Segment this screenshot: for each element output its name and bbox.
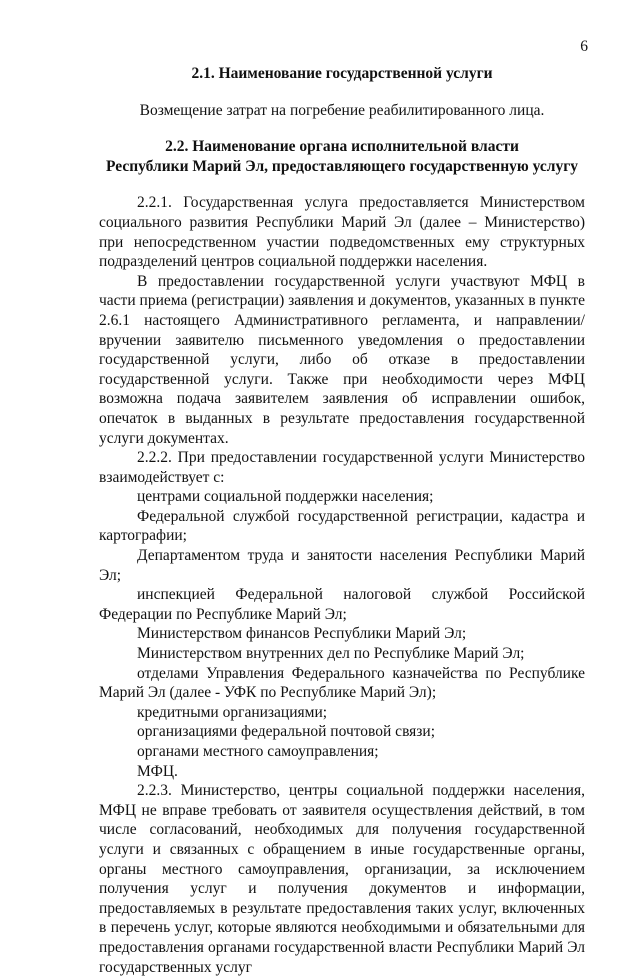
interaction-list xyxy=(99,487,585,781)
paragraph-2-2-2: 2.2.2. При предоставлении государственной услуги Министерство взаимодействует с: xyxy=(99,449,585,486)
paragraph-2-2-3: 2.2.3. Министерство, центры социальной поддержки населения, МФЦ не вправе требовать от заявителя осуществления действий, в том числе согласований, необходимых для получения государственной услуги и связанных с обращением в иные государственные органы, органы местного самоуправления, организации, за исключением получения услуг и получения документов и информации, предоставляемых в результате предоставления таких услуг, включенных в перечень услуг, которые являются необходимыми и обязательными для предоставления органами государственной власти Республики Марий Эл государственных услуг xyxy=(99,782,585,976)
list-item: Федеральной службой государственной регистрации, кадастра и картографии; xyxy=(99,507,585,545)
section-2-1-heading: 2.1. Наименование государственной услуги xyxy=(191,65,493,82)
list-item: органами местного самоуправления; xyxy=(137,743,379,760)
list-item: организациями федеральной почтовой связи; xyxy=(137,723,436,741)
section-2-2-heading-line2: Республики Марий Эл, предоставляющего государственную услугу xyxy=(105,157,579,175)
list-item: центрами социальной поддержки населения; xyxy=(137,488,434,506)
document-body xyxy=(99,64,585,977)
section-2-2-heading-line1: 2.2. Наименование органа исполнительной власти xyxy=(165,138,519,156)
section-2-1-text: Возмещение затрат на погребение реабилитированного лица. xyxy=(139,101,545,119)
list-item: МФЦ. xyxy=(137,762,178,780)
page-number: 6 xyxy=(580,38,588,55)
list-item: Министерством внутренних дел по Республике Марий Эл; xyxy=(137,645,525,663)
list-item: Департаментом труда и занятости населения Республики Марий Эл; xyxy=(99,547,585,584)
list-item: Министерством финансов Республики Марий Эл; xyxy=(137,625,467,643)
paragraph-mfc: В предоставлении государственной услуги участвуют МФЦ в части приема (регистрации) заявления и документов, указанных в пункте 2.6.1 настоящего Административного регламента, и направлении/ вручении заявителю письменного уведомления о предоставлении государственной услуги, либо об отказе в предоставлении государственной услуги. Также при необходимости через МФЦ возможна подача заявителем заявления об исправлении ошибок, опечаток в выданных в результате предоставления государственной услуги документах. xyxy=(99,272,585,447)
paragraph-2-2-1: 2.2.1. Государственная услуга предоставляется Министерством социального развития Республики Марий Эл (далее – Министерство) при непосредственном участии подведомственных ему структурных подразделений центров социальной поддержки населения. xyxy=(99,194,585,271)
list-item: кредитными организациями; xyxy=(137,703,328,721)
list-item: инспекцией Федеральной налоговой службой Российской Федерации по Республике Марий Эл; xyxy=(99,586,585,623)
list-item: отделами Управления Федерального казначейства по Республике Марий Эл (далее - УФК по Республике Марий Эл); xyxy=(99,664,585,702)
